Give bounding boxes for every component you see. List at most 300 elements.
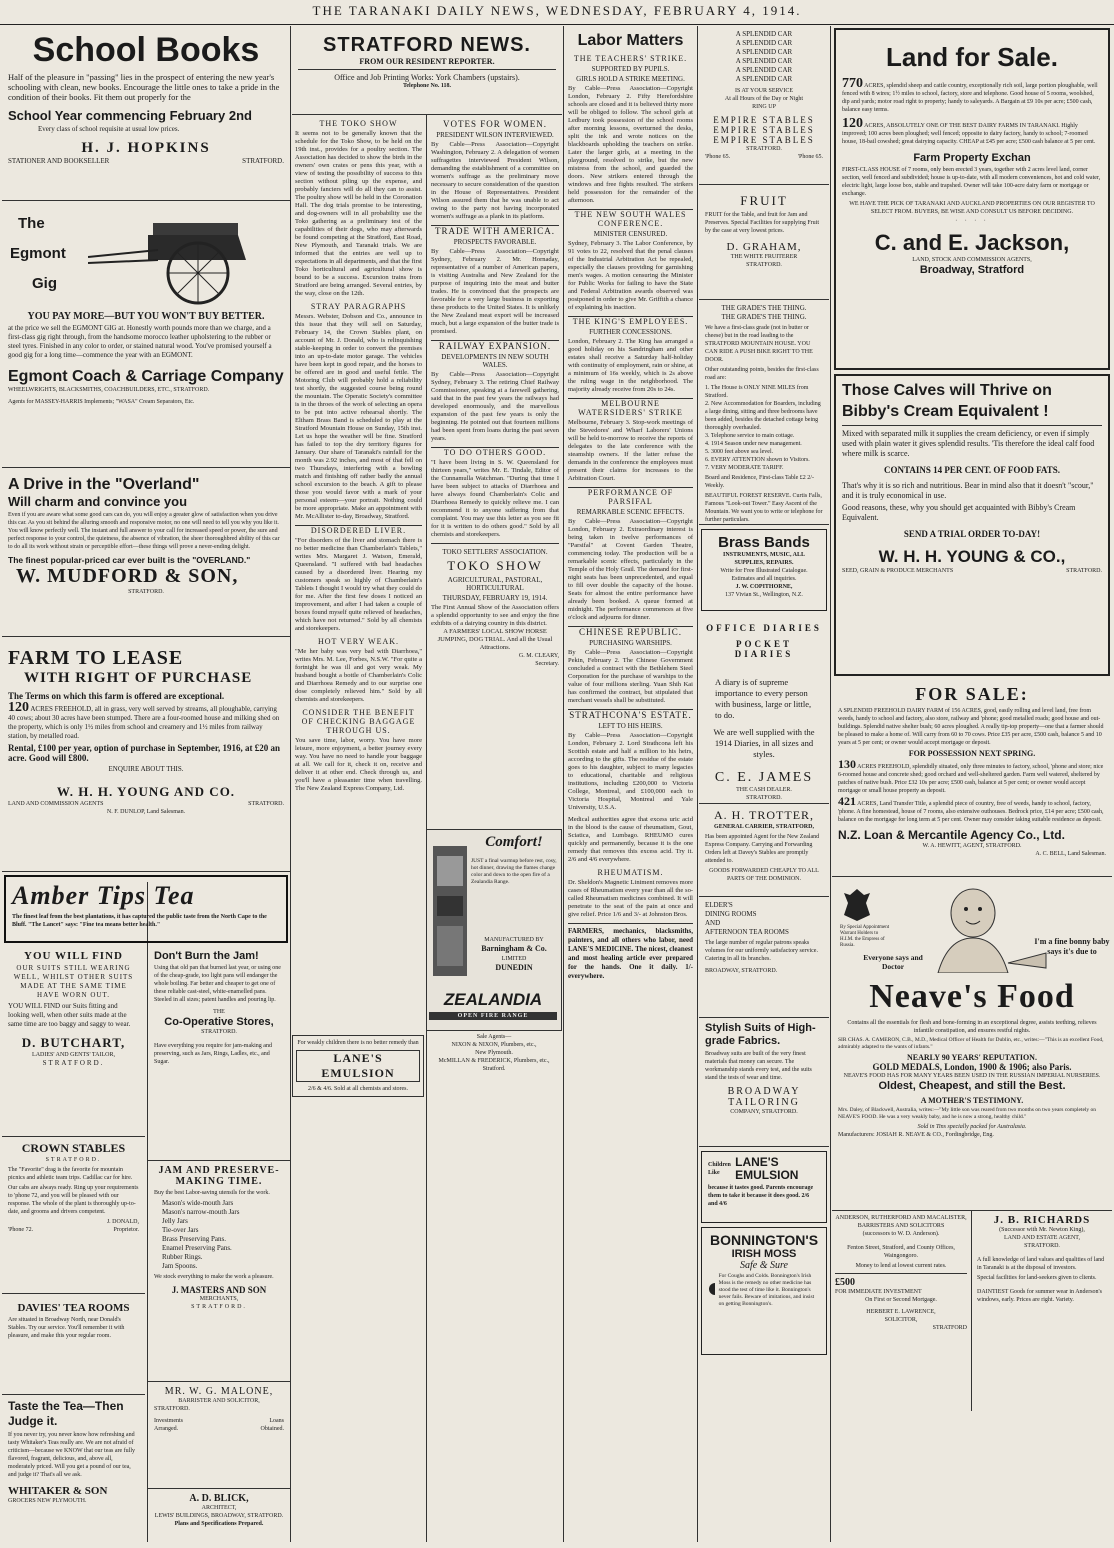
liver-head: DISORDERED LIVER.	[295, 525, 422, 535]
blick-plans: Plans and Specifications Prepared.	[174, 1521, 264, 1527]
neave-oldest: Oldest, Cheapest, and still the Best.	[878, 1080, 1066, 1092]
richards-name: J. B. RICHARDS	[993, 1214, 1091, 1226]
diary-body-2: We are well supplied with the 1914 Diaries, in all sizes and styles.	[713, 727, 815, 759]
malone-arranged: Arranged.	[154, 1426, 179, 1432]
neave-quote: SIR CHAS. A. CAMERON, C.B., M.D., Medical Officer of Health for Dublin, etc., writes:—"This is an excellent Food, admirably adapted to the wants of infants."	[838, 1037, 1104, 1050]
lanes-sub-2: because it tastes good. Parents encourage them to take it because it does good. 2/6 and 4/6	[708, 1185, 814, 1207]
column-2	[292, 26, 562, 1542]
jam2-item: Tie-over Jars	[162, 1226, 199, 1234]
lanes-title: LANE'S EMULSION	[296, 1050, 420, 1082]
bonnington-ad	[701, 1227, 827, 1355]
toko2-body: The First Annual Show of the Association offers a splendid opportunity to see and enjoy the fine exhibits of a dairying country in this district.	[431, 604, 559, 627]
richards-special: Special facilities for land-seekers given to clients.	[977, 1275, 1097, 1281]
school-books-ad	[2, 26, 290, 201]
anderson-line: ANDERSON, RUTHERFORD AND MACALISTER,	[835, 1215, 967, 1221]
butchart-name: D. BUTCHART,	[21, 1035, 126, 1050]
young-name: W. H. H. YOUNG & CO.,	[878, 547, 1066, 566]
farm-enquire: ENQUIRE ABOUT THIS.	[108, 765, 184, 773]
brass-title: Brass Bands	[718, 534, 810, 551]
column-1a	[2, 946, 145, 1542]
shamrock-icon	[708, 1271, 715, 1311]
rail-sub: DEVELOPMENTS IN NEW SOUTH WALES.	[441, 353, 549, 369]
jam2-item: Rubber Rings.	[162, 1253, 203, 1261]
grades-item: 3. Telephone service to main cottage.	[705, 433, 795, 439]
stratford-news-title: STRATFORD NEWS.	[323, 34, 531, 56]
grades-item: 4. 1914 Season under new management.	[705, 441, 802, 447]
elder-dining-ad	[699, 897, 829, 1018]
crown-sig: J. DONALD,	[106, 1219, 139, 1225]
crown-stables-ad	[2, 1137, 145, 1294]
calves-body-2: That's why it is so rich and nutritious. Bear in mind also that it doesn't "scour," and it is truly economical in use.	[842, 481, 1094, 500]
car-line: A SPLENDID CAR	[735, 30, 793, 38]
do-good-head: TO DO OTHERS GOOD.	[431, 447, 559, 457]
grades-other: Other outstanding points, besides the first-class road are:	[705, 367, 819, 381]
davies-tea-ad	[2, 1294, 145, 1395]
lanes-sold: 2/6 & 4/6. Sold at all chemists and stores.	[308, 1086, 408, 1092]
column-1b	[148, 946, 290, 1542]
rheumatism-head: RHEUMATISM.	[597, 868, 664, 877]
grades-line: THE GRADE'S THE THING.	[721, 304, 807, 312]
hopkins-town: STRATFORD.	[242, 157, 284, 165]
young-sub: SEED, GRAIN & PRODUCE MERCHANTS	[842, 568, 954, 574]
grades-board: Board and Residence, First-class Table £2 2/- Weekly.	[705, 475, 814, 489]
zealandia-sub: OPEN FIRE RANGE	[429, 1012, 557, 1020]
farm-lease-ad	[2, 637, 290, 872]
strike-body: By Cable—Press Association—Copyright London, February 2. Fifty Herefordshire schools are closed and it is believed thirty more will be obliged to follow. The school girls at Ledbury took possession of the school rooms after morning lessons, overturned the desks, split the ink and wrote notices on the blackboards upholding the teachers on strike. Later the larger girls, at a meeting in the playground, resolved to strike, but the new mistress from the school, and guarded the doors. New strikers entered through the windows and free fights resulted. The strikers held possession for the remainder of the afternoon.	[568, 85, 693, 204]
farm-title-1: FARM TO LEASE	[8, 647, 184, 669]
stratford-office: Office and Job Printing Works: York Chambers (upstairs).	[334, 73, 520, 82]
malone-ad	[148, 1382, 290, 1489]
school-books-title: School Books	[32, 31, 260, 69]
jam2-item: Mason's narrow-mouth Jars	[162, 1208, 240, 1216]
malone-name: MR. W. G. MALONE,	[164, 1386, 274, 1397]
overland-ad	[2, 468, 290, 637]
butchart-sub: LADIES' AND GENTS' TAILOR,	[32, 1052, 115, 1058]
invest-500: £500	[835, 1277, 855, 1288]
toko-show-body: It seems not to be generally known that the schedule for the Toko Show, to be held on the 19th inst., provides for a poultry section. The Association has decided to show the birds in the owners' own crates or pens this year, with a view of testing the possibility of success to this section without piling up the expense, and probably fanciers will do all they can to assist. The poultry show will be held in the Coronation Hall. The dog trials promise to be interesting, and dog-owners will in all probability use the Toko gathering as a preliminary test of the capabilities of their dogs, who may afterwards be found competing at the Stratford, East Road, New Plymouth, and Taranaki trials. We are informed that the entries are well up to expectations in all departments, and that the first Toko horticultural and agricultural show is bound to be a success. Excursion trains from Stratford are being arranged. Several entries, by the way, close on the 12th.	[295, 130, 422, 297]
jackson-name: C. and E. Jackson,	[874, 230, 1070, 255]
china-head: CHINESE REPUBLIC.	[568, 626, 693, 637]
column-4	[699, 26, 829, 1542]
find-title: YOU WILL FIND	[24, 950, 123, 962]
malone-town: STRATFORD.	[154, 1406, 190, 1412]
for-sale-possession: FOR POSSESSION NEXT SPRING.	[908, 749, 1036, 758]
crown-town: STRATFORD.	[45, 1157, 102, 1163]
blick-sub: ARCHITECT,	[201, 1505, 237, 1511]
comfort-town: DUNEDIN	[495, 963, 533, 972]
sale-agents	[428, 1033, 560, 1073]
invest-name: HERBERT E. LAWRENCE,	[866, 1309, 936, 1315]
car-line: A SPLENDID CAR	[735, 39, 793, 47]
sale-np: New Plymouth.	[475, 1050, 513, 1056]
ring-up: RING UP	[752, 104, 776, 110]
rail-head: RAILWAY EXPANSION.	[431, 340, 559, 351]
grades-item: 7. VERY MODERATE TARIFF.	[705, 465, 784, 471]
anderson-money: Money to lend at lowest current rates.	[855, 1263, 947, 1269]
brass-body: Write for Free Illustrated Catalogue. Estimates and all inquiries.	[720, 568, 808, 582]
stratford-tel: Telephone No. 118.	[402, 83, 452, 89]
whitaker-ad	[2, 1395, 145, 1542]
car-line: A SPLENDID CAR	[735, 57, 793, 65]
elder-line: AND	[705, 919, 721, 927]
car-line: A SPLENDID CAR	[735, 66, 793, 74]
richards-body: A full knowledge of land values and qualities of land in Taranaki is at the disposal of investors.	[977, 1257, 1105, 1271]
strathcona-body: By Cable—Press Association—Copyright London, February 2. Lord Strathcona left his Scottish estate and half a million to his heirs, according to the gifts. The residue of the estate goes to his daughter, subject to many legacies to educational, charitable and religious institutions, including £200,000 to Victoria College, Montreal, and £100,000 each to Victoria Hospital, Montreal and Yale University, U.S.A.	[568, 732, 693, 811]
calves-title: Those Calves will Thrive on Bibby's Cream Equivalent !	[842, 382, 1052, 420]
lanes-emulsion-ad	[292, 1035, 424, 1097]
farm-dunlop: N. F. DUNLOP, Land Salesman.	[106, 809, 186, 815]
service-line-2: At all Hours of the Day or Night	[724, 96, 804, 102]
coop-body: Have everything you require for jam-making and preserving, such as Jars, Rings, Ladles, etc., and Sugar.	[154, 1043, 272, 1065]
empire-stables-ad	[699, 26, 829, 185]
amber-tips-sub: The finest leaf from the best plantations, it has captured the public taste from the North Cape to the Bluff. "The Lancet" says: "Fine tea means better health."	[12, 914, 267, 928]
masters-town: STRATFORD.	[191, 1304, 247, 1310]
bonn-title: BONNINGTON'S	[709, 1232, 819, 1248]
votes-body: By Cable—Press Association—Copyright Washington, February 2. A delegation of women suffragettes interviewed President Wilson, demanding the establishment of a committee on women's suffrage as the preliminary move necessary to secure consideration of the question in the House of Representatives. President Wilson assured them that he was unable to act owing to the party not having incorporated women's suffrage as a plank in its platform.	[431, 141, 559, 220]
office-diaries: OFFICE DIARIES	[706, 623, 822, 633]
rheumatism-body: Dr. Sheldon's Magnetic Liniment removes more cases of Rheumatism every year than all the so-called Rheumatism medicines combined. It will penetrate to the seat of the pain at once and give relief. Price 1/6 and 3/- at Johnston Bros.	[568, 879, 694, 918]
james-town: STRATFORD.	[746, 795, 782, 801]
malone-investments: Investments	[154, 1418, 183, 1424]
neave-title: Neave's Food	[869, 978, 1075, 1015]
egmont-gig-ad	[2, 201, 290, 468]
nsw-sub: MINISTER CENSURED.	[593, 230, 668, 238]
jam2-item: Mason's wide-mouth Jars	[162, 1199, 234, 1207]
zealandia-ad	[426, 829, 562, 1031]
comfort-title: Comfort!	[485, 834, 543, 850]
anderson-ad	[832, 1211, 970, 1335]
graham-town: STRATFORD.	[746, 262, 782, 268]
trotter-name: A. H. TROTTER,	[713, 808, 815, 822]
toko2-head: TOKO SETTLERS' ASSOCIATION.	[442, 548, 548, 556]
overland-sub: Will charm and convince you	[8, 494, 188, 509]
blick-addr: LEWIS' BUILDINGS, BROADWAY, STRATFORD.	[154, 1513, 284, 1519]
crown-body: The "Favorite" drag is the favorite for mountain picnics and athletic team trips. Cadillac car for hire.	[8, 1167, 133, 1181]
children-like: Children Like	[708, 1162, 731, 1176]
neave-baby: I'm a fine bonny baby says it's due to	[1034, 937, 1110, 956]
neave-many: NEAVE'S FOOD HAS FOR MANY YEARS BEEN USED IN THE RUSSIAN IMPERIAL NURSERIES.	[843, 1073, 1101, 1079]
trotter-ad	[699, 804, 829, 897]
for-sale-130: 130	[838, 757, 856, 771]
coop-name: Co-Operative Stores,	[164, 1016, 274, 1028]
neave-maker: Manufacturers: JOSIAH R. NEAVE & CO., Fordingbridge, Eng.	[838, 1132, 994, 1138]
coach-sub: WHEELWRIGHTS, BLACKSMITHS, COACHBUILDERS, ETC., STRATFORD.	[8, 387, 210, 393]
anderson-line: BARRISTERS AND SOLICITORS	[857, 1223, 945, 1229]
crown-body-2: Our cabs are always ready. Ring up your requirements to 'phone 72, and you will be pleased with our response. The whole of the plant is thoroughly up-to-date, and grooms and drivers competent.	[8, 1185, 139, 1215]
grades-item: 1. The House is ONLY NINE MILES from Stratford.	[705, 385, 809, 399]
malone-loans: Loans	[269, 1418, 284, 1424]
grades-body: We have a first-class grade (not in butter or cheese) but in the road leading to the STRATFORD MOUNTAIN HOUSE. YOU CAN RIDE A PUSH BIKE RIGHT TO THE DOOR.	[705, 325, 813, 363]
elder-body: The large number of regular patrons speaks volumes for our uniformly satisfactory service. Catering in all its branches.	[705, 940, 818, 962]
hopkins-name: H. J. HOPKINS	[81, 140, 211, 156]
bibby-ad	[834, 374, 1110, 676]
jam2-title: JAM AND PRESERVE-MAKING TIME.	[158, 1165, 280, 1187]
farm-young-town: STRATFORD.	[248, 801, 284, 807]
comfort-body: JUST a final warmup before rest, cosy, hot dinner, drawing the flames change color and down to the open fire of a Zealandia Range.	[471, 858, 557, 885]
calves-body: Mixed with separated milk it supplies the cream deficiency, or even if simply used with plain water it gives splendid results. 'Tis therefore the ideal calf food where milk is scarce.	[842, 429, 1095, 458]
strike-sub-2: GIRLS HOLD A STRIKE MEETING.	[576, 75, 685, 83]
for-sale-421: 421	[838, 794, 856, 808]
overland-body: Even if you are aware what some good cars can do, you will enjoy a greater glow of satisfaction when you drive this car. As you sit behind the alluring smooth and responsive motor, no one will need to tell you why you like it. You will know perfectly well. The instant and full answer to your call for increased speed or power, the sure and perfect response to your control, the quietness, the absence of vibration, the sheer thoroughbred ability of this car to do all its work without strain or perceptible effort—these things will prove a never-ending delight.	[8, 512, 280, 550]
farm-young-sub: LAND AND COMMISSION AGENTS	[8, 801, 104, 807]
neave-sold: Sold in Tins specially packed for Australasia.	[917, 1124, 1027, 1130]
toko2-title: TOKO SHOW	[447, 558, 543, 573]
trade-sub: PROSPECTS FAVORABLE.	[453, 238, 537, 246]
king-head: THE KING'S EMPLOYEES.	[568, 316, 693, 326]
hopkins-sub: STATIONER AND BOOKSELLER	[8, 157, 110, 165]
overland-finest: The finest popular-priced car ever built is the "OVERLAND."	[8, 555, 251, 565]
taste-title: Taste the Tea—Then Judge it.	[8, 1399, 124, 1428]
butchart-town: STRATFORD.	[42, 1059, 105, 1067]
column-1	[2, 26, 290, 1542]
richards-ad	[974, 1211, 1110, 1309]
richards-town: STRATFORD.	[1024, 1243, 1060, 1249]
taste-body: If you never try, you never know how refreshing and tasty Whitaker's Teas really are. We are not afraid of criticism—because we KNOW that our teas are fully flavored, fragrant, delicious, and, above all, moderately priced. Will you get a pound of our tea, and judge it? That's all we ask.	[8, 1432, 136, 1478]
dainty: DAINTIEST Goods for summer wear in Anderson's windows, early. Prices are right. Variety.	[977, 1289, 1102, 1303]
land-for-sale-ad: Land for Sale. 770 ACRES, splendid sheep and cattle country, exceptionally rich soil, large portion ploughable, well fenced with 8 wires; 1½ miles to school, factory, store and telephone. Good house of 5 rooms, woolshed, dip and yards; motor road right to property; handy to saleyards. A Bargain at £9 10s per acre; £500 cash, balance easy terms. 120 ACRES, ABSOLUTELY ONE OF THE BEST DAIRY FARMS IN TARANAKI. Highly improved; 100 acres been ploughed; well fenced; opposite to dairy factory, handy to school; 7-roomed house, 18-bail cowshed; great dairying capacity. CHEAP at £45 per acre; £500 cash balance at 5 per cent. Farm Property Exchan FIRST-CLASS HOUSE of 7 rooms, only been erected 3 years, together with 2 acres level land, corner section, well fenced and subdivided; house is up-to-date, with all modern conveniences, hot and cold water, electric light, large loose box, stable and trapshed. Owner will take 100-acre dairy farm or mortgage or exchange. WE HAVE THE PICK OF TARANAKI AND AUCKLAND PROPERTIES ON OUR REGISTER TO SELECT FROM. BUYERS, BE WISE AND CONSULT US BEFORE DECIDING. · · · · C. and E. Jackson, LAND, STOCK AND COMMISSION AGENTS, Broadway, Stratford	[834, 28, 1110, 370]
grades-item: 5. 3000 feet above sea level.	[705, 449, 774, 455]
car-line: A SPLENDID CAR	[735, 48, 793, 56]
strike-head: THE TEACHERS' STRIKE.	[573, 54, 688, 63]
china-sub: PURCHASING WARSHIPS.	[589, 639, 672, 647]
diaries-ad	[699, 615, 829, 804]
parsifal-body: By Cable—Press Association—Copyright London, February 2. Extraordinary interest is being taken in twelve performances of "Parsifal" at Covent Garden Theatre, commencing today. The production will be a remarkable scenic effects, particularly in the Temple of the Holy Grail. The demand for first-night seats has been unprecedented, and equal to fill over double the capacity of the house. Seats for almost the entire performance have already been booked. A queue formed at midnight. The performance commences at five o'clock and adjourns for dinner.	[568, 518, 693, 621]
whitaker-name: WHITAKER & SON	[8, 1485, 108, 1497]
jam-the: THE	[213, 1009, 225, 1015]
elder-addr: BROADWAY, STRATFORD.	[705, 968, 778, 974]
neave-royal: By Special Appointment Warrant Holders to H.I.M. the Empress of Russia.	[840, 925, 890, 948]
jackson-sub: LAND, STOCK AND COMMISSION AGENTS,	[912, 257, 1032, 263]
neave-90: NEARLY 90 YEARS' REPUTATION.	[907, 1053, 1037, 1062]
stylish-body: Broadway suits are built of the very finest materials that money can secure. The workmanship stands every test, and the suits stand the tests of wear and time.	[705, 1051, 812, 1081]
james-name: C. E. JAMES	[714, 770, 814, 785]
malone-obtained: Obtained.	[260, 1426, 284, 1432]
stratford-news-sub: FROM OUR RESIDENT REPORTER.	[359, 57, 495, 66]
votes-sub: PRESIDENT WILSON INTERVIEWED.	[436, 131, 554, 139]
melb-body: Melbourne, February 3. Stop-work meetings of the Stevedores' and Wharf Laborers' Unions will be held to-morrow to receive the reports of delegates to the late conference with the steamship owners. If the latter refuse the demands in the conference the employees must present their claims for increases to the Arbitration Court.	[568, 419, 693, 482]
land-title: Land for Sale.	[886, 42, 1058, 72]
jam2-list	[162, 1199, 284, 1271]
fruit-ad	[699, 185, 829, 300]
calves-14: CONTAINS 14 PER CENT. OF FOOD FATS.	[883, 465, 1060, 475]
elder-line: ELDER'S	[705, 901, 733, 909]
column-3	[565, 26, 696, 1542]
for-sale-421-body: ACRES, Land Transfer Title, a splendid piece of country, free of weeds, handy to school, factory, 'phone. A fine homestead, house of 7 rooms, also extensive outhouses. Bedrock price, £14 per acre; £500 cash, balance on the mortgage for long term at 5 per cent. Owner may consider taking suitable residence as deposit.	[838, 801, 1104, 823]
blick-ad	[148, 1489, 290, 1542]
farm-title-2: WITH RIGHT OF PURCHASE	[24, 670, 253, 686]
empire-town: STRATFORD.	[746, 146, 782, 152]
nz-loan-bell: A. C. BELL, Land Salesman.	[1035, 851, 1106, 857]
broadway-sub: COMPANY, STRATFORD.	[730, 1109, 798, 1115]
school-year-line: School Year commencing February 2nd	[8, 108, 252, 123]
hot-body: "Me her baby was very bad with Diarrhoea," writes Mrs. M. Lee, Forbes, N.S.W. "For quite a fortnight he was ill and got very weak. My husband bought a bottle of Chamberlain's Colic and Diarrhoea Remedy and to our surprise one dose completely relieved him." Sold by all chemists and storekeepers.	[295, 648, 422, 703]
toko2-sec: Secretary.	[535, 661, 559, 667]
zealandia-title: ZEALANDIA	[443, 990, 543, 1009]
neave-mother-body: Mrs. Daley, of Blackwell, Australia, writes:—"My little son was reared from two months on two years completely on NEAVE'S FOOD. He was a very weakly baby, and he is now a strong, healthy child."	[838, 1107, 1097, 1120]
crown-title: CROWN STABLES	[21, 1141, 126, 1155]
for-sale-body: A SPLENDID FREEHOLD DAIRY FARM of 156 ACRES, good, easily rolling and level land, free from weeds, handy to school and factory, also store, railway and 'phone; good metalled roads; good house and out-buildings. Splendid native shelter bush; 60 acres ploughed. A really tip-top property—one that a farmer should be pleased to make a home of. Will carry from 60 to 70 cows. Price £35 per acre, £500 cash, balance 5 and 10 years at 5 per cent; or owner would accept mortgage or deposit.	[838, 708, 1104, 746]
column-5	[832, 26, 1112, 1542]
farm-body: ACRES FREEHOLD, all in grass, very well served by streams, all ploughable, carrying 40 cows; about 30 acres have been stumped. There are a four-roomed house and milking shed on the property, which is only 1½ miles from school and creamery and 1½ miles from railway station, by metalled road.	[8, 705, 280, 740]
land-120: 120	[842, 116, 863, 131]
amber-tips-title: Amber Tips Tea	[12, 881, 195, 910]
gig-carriage-illustration	[88, 205, 288, 305]
stratford-news-col-a	[292, 115, 425, 1542]
stray-head: STRAY PARAGRAPHS	[310, 302, 407, 311]
brass-name: J. W. COPITHORNE,	[735, 584, 793, 590]
king-sub: FURTHER CONCESSIONS.	[589, 328, 672, 336]
baggage-body: You save time, labor, worry. You have more leisure, more enjoyment, a better journey every way. You have no need to handle your baggage at all. We call for it, check it on, receive and deliver it at other end. Check through us, and you'll have a pleasanter time when travelling. The New Zealand Express Company, Ltd.	[295, 737, 422, 792]
coop-jam-ad	[148, 946, 290, 1161]
anderson-line: (successors to W. D. Anderson).	[862, 1231, 940, 1237]
gig-body: at the price we sell the EGMONT GIG at. Honestly worth pounds more than we charge, and a first-class gig right through, from the handsome morocco leather upholstering to the rubber or steel tyres. Finished in any color to order, or stained natural wood. You've promised yourself a good gig for a long time—commence the year with an EGMONT.	[8, 324, 272, 359]
masters-sub: MERCHANTS,	[199, 1296, 239, 1302]
coach-company: Egmont Coach & Carriage Company	[8, 368, 284, 385]
lanes-note: For weakly children there is no better remedy than	[297, 1040, 419, 1046]
bonn-safe: Safe & Sure	[740, 1260, 788, 1271]
richards-lines: LAND AND ESTATE AGENT,	[1003, 1235, 1081, 1241]
for-sale-130-body: ACRES FREEHOLD, splendidly situated, only three minutes to factory, school, 'phone and store; nice 6-roomed house and concrete shed; good orchard and well-sheltered garden. Farm well watered, sheltered by patches of native bush. Price £32 10s per acre; £500 cash, balance at 5 per cent; or owner would accept mortgage or small house property as deposit.	[838, 764, 1104, 794]
richards-sub: (Successor with Mr. Newton King),	[999, 1227, 1085, 1233]
stratford-news-header	[292, 26, 562, 115]
range-illustration	[431, 836, 469, 986]
butchart-ad	[2, 946, 145, 1137]
brass-addr: 137 Vivian St., Wellington, N.Z.	[725, 592, 803, 598]
bonn-sub: IRISH MOSS	[731, 1248, 797, 1260]
invest-sol: SOLICITOR,	[884, 1317, 918, 1323]
trotter-sub: GENERAL CARRIER, STRATFORD,	[714, 824, 814, 830]
land-120-body: ACRES, ABSOLUTELY ONE OF THE BEST DAIRY FARMS IN TARANAKI. Highly improved; 100 acres been ploughed; well fenced; opposite to dairy factory, handy to school; 7-roomed house, 18-bail cowshed; great dairying capacity. CHEAP at £45 per acre; £500 cash balance at 5 per cent.	[842, 123, 1096, 145]
blick-name: A. D. BLICK,	[189, 1493, 249, 1504]
sale-nixon: NIXON & NIXON, Plumbers, etc.,	[451, 1042, 537, 1048]
bottom-ads	[832, 1211, 1112, 1411]
empire-line: EMPIRE STABLES	[713, 135, 815, 145]
graham-name: D. GRAHAM,	[726, 241, 802, 253]
broadway-name: BROADWAY TAILORING	[727, 1086, 801, 1108]
sale-agents-label: Sale Agents—	[476, 1034, 512, 1040]
strike-sub: SUPPORTED BY PUPILS.	[591, 65, 670, 73]
toko2-date: THURSDAY, FEBRUARY 19, 1914.	[442, 594, 548, 602]
broadway-tailoring-ad	[699, 1018, 829, 1147]
nz-loan-sub: W. A. HEWITT, AGENT, STRATFORD.	[922, 843, 1022, 849]
empire-phone-2: 'Phone 65.	[797, 154, 823, 160]
farm-acres: 120	[8, 700, 29, 715]
mudford-town: STRATFORD.	[128, 589, 164, 595]
neave-gold: GOLD MEDALS, London, 1900 & 1906; also Paris.	[872, 1062, 1072, 1072]
gig-egmont: Egmont	[10, 245, 66, 262]
comfort-maker: Barningham & Co.	[481, 944, 547, 953]
grades-list	[705, 384, 823, 472]
invest-mort: On First or Second Mortgage.	[865, 1297, 937, 1303]
labor-matters-title: Labor Matters	[577, 32, 684, 49]
jam2-item: Jam Spoons.	[162, 1262, 198, 1270]
rail-body: By Cable—Press Association—Copyright Sydney, February 3. The retiring Chief Railway Commissioner, speaking at a farewell gathering, said that in the past few years the railways had developed enormously, and the marvellous expansion of the past few years is only the beginning. He pointed out that fourteen millions had been spent from loans during the past seven years.	[431, 371, 559, 442]
find-body-2: YOU WILL FIND our Suits fitting and looking well, when other suits made at the same time are too baggy and saggy to wear.	[8, 1002, 131, 1028]
invest-body: FOR IMMEDIATE INVESTMENT	[835, 1289, 922, 1295]
comfort-ltd: LIMITED	[501, 956, 527, 962]
melb-head: MELBOURNE WATERSIDERS' STRIKE	[568, 398, 693, 417]
farm-terms: The Terms on which this farm is offered are exceptional.	[8, 691, 225, 701]
farm-rental: Rental, £100 per year, option of purchase in September, 1916, at £20 an acre. Good will £800.	[8, 743, 281, 763]
lanes-title-2: LANE'S EMULSION	[735, 1155, 799, 1182]
jam2-item: Jelly Jars	[162, 1217, 188, 1225]
masthead: THE TARANAKI DAILY NEWS, WEDNESDAY, FEBRUARY 4, 1914.	[0, 0, 1114, 25]
imperial-crest-icon	[842, 887, 872, 923]
coop-town: STRATFORD.	[201, 1029, 237, 1035]
gig-the: The	[18, 215, 45, 232]
jam-title: Don't Burn the Jam!	[154, 950, 259, 962]
for-sale-ad	[832, 680, 1112, 877]
toko2-body-2: A FARMERS' LOCAL SHOW HORSE JUMPING, DOG TRIAL. And all the Usual Attractions.	[437, 628, 553, 651]
baggage-head: CONSIDER THE BENEFIT OF CHECKING BAGGAGE THROUGH US.	[301, 708, 416, 735]
strathcona-sub: LEFT TO HIS HEIRS.	[598, 722, 663, 730]
comfort-made: MANUFACTURED BY	[484, 937, 544, 943]
grades-item: 6. EVERY ATTENTION shown to Visitors.	[705, 457, 810, 463]
sale-mcm: McMILLAN & FREDERICK, Plumbers, etc., Stratford.	[438, 1058, 550, 1072]
grades-item: 2. New Accommodation for Boarders, including a large dining, sitting and three bedrooms have been added, besides the detached cottage being thoroughly overhauled.	[705, 401, 821, 431]
davies-title: DAVIES' TEA ROOMS	[17, 1302, 130, 1314]
empire-line: EMPIRE STABLES	[713, 125, 815, 135]
crown-prop: Proprietor.	[113, 1227, 139, 1233]
mudford-name: W. MUDFORD & SON,	[16, 565, 239, 587]
farm-young-co: W. H. H. YOUNG AND CO.	[56, 784, 236, 799]
exchange-body-2: WE HAVE THE PICK OF TARANAKI AND AUCKLAND PROPERTIES ON OUR REGISTER TO SELECT FROM. BUYERS, BE WISE AND CONSULT US BEFORE DECIDING.	[849, 201, 1095, 215]
neave-body: Contains all the essentials for flesh and bone-forming in an exceptional degree, assists teething, relieves infantile constipation, and ensures restful nights.	[847, 1020, 1097, 1034]
trade-head: TRADE WITH AMERICA.	[431, 225, 559, 236]
elder-line: DINING ROOMS	[705, 910, 757, 918]
jam2-stock: We stock everything to make the work a pleasure.	[154, 1274, 274, 1280]
neave-says: Everyone says and Doctor	[863, 953, 923, 971]
diary-body: A diary is of supreme importance to every person with business, large or little, to do.	[715, 677, 812, 720]
grades-beautiful: BEAUTIFUL FOREST RESERVE. Curtis Falls, Famous "Look-out Tower." Easy Ascent of the Mountain. We want you to write or telephone for further particulars.	[705, 493, 823, 523]
land-770: 770	[842, 76, 863, 91]
jackson-addr: Broadway, Stratford	[919, 264, 1025, 276]
car-line: A SPLENDID CAR	[735, 75, 793, 83]
gig-gig: Gig	[32, 275, 57, 292]
jam2-item: Brass Preserving Pans.	[162, 1235, 226, 1243]
malone-sub: BARRISTER AND SOLICITOR,	[178, 1398, 260, 1404]
jam-body: Using that old pan that burned last year, or using one of the cheap-grade, too light pans will endanger the whole boiling. Far better and cheaper to get one of these reliable cast-steel, white-enamelled pans. Steeled in all sizes; patent handles and pouring lip.	[154, 965, 281, 1003]
mountain-house-ad	[699, 300, 829, 525]
whitaker-sub: GROCERS NEW PLYMOUTH.	[8, 1498, 87, 1504]
pocket-diaries: POCKET DIARIES	[734, 639, 794, 659]
graham-sub: THE WHITE FRUITERER	[730, 254, 798, 260]
nz-loan-name: N.Z. Loan & Mercantile Agency Co., Ltd.	[838, 828, 1065, 842]
neave-mother: A MOTHER'S TESTIMONY.	[920, 1096, 1024, 1105]
farmers-ad: FARMERS, mechanics, blacksmiths, painters, and all others who labor, need LANE'S MEDICINE. The nicest, cleanest and most healing article ever prepared for the hands. One it daily. 1/- everywhere.	[568, 923, 693, 981]
lanes-emulsion-ad-2	[701, 1151, 827, 1223]
trotter-goods: GOODS FORWARDED CHEAPLY TO ALL PARTS OF THE DOMINION.	[709, 868, 819, 882]
anderson-addr: Fenton Street, Stratford, and County Offices, Waingongoro.	[847, 1245, 955, 1259]
trotter-body: Has been appointed Agent for the New Zealand Express Company. Carrying and Forwarding Orders left at Davey's Stables are promptly attended to.	[705, 834, 820, 864]
parsifal-sub: REMARKABLE SCENIC EFFECTS.	[576, 508, 685, 516]
toko-settlers-ad	[431, 543, 559, 668]
masters-jam-ad	[148, 1161, 290, 1382]
calves-send: SEND A TRIAL ORDER TO-DAY!	[903, 529, 1041, 539]
calves-body-3: Good reasons, these, why you should get acquainted with Bibby's Cream Equivalent.	[842, 503, 1076, 522]
stylish-title: Stylish Suits of High-grade Fabrics.	[705, 1022, 816, 1047]
find-body: OUR SUITS STILL WEARING WELL, WHILST OTHER SUITS MADE AT THE SAME TIME HAVE WORN OUT.	[13, 964, 134, 999]
amber-tips-ad	[4, 875, 288, 943]
masters-name: J. MASTERS AND SON	[171, 1285, 267, 1295]
bonn-body: For Coughs and Colds. Bonnington's Irish Moss is the remedy no other medicine has stood the test of time like it. Bonnington's never fails. Beware of imitations, and insist on getting Bonnington's.	[718, 1273, 815, 1307]
neaves-food-ad	[832, 877, 1112, 1211]
parsifal-head: PERFORMANCE OF PARSIFAL	[568, 487, 693, 506]
for-sale-title: FOR SALE:	[915, 684, 1029, 704]
medical-body: Medical authorities agree that excess uric acid in the blood is the cause of rheumatism, Gout, Sciatica, and Lumbago. RHEUMO cures quickly and permanently, because it is the one remedy that removes this excess acid. Try it. 2/6 and 4/6 everywhere.	[568, 816, 693, 863]
young-town: STRATFORD.	[1066, 568, 1102, 574]
exchange-body: FIRST-CLASS HOUSE of 7 rooms, only been erected 3 years, together with 2 acres level land, corner section, well fenced and subdivided; house is up-to-date, with all modern conveniences, hot and cold water, electric light, large loose box, stable and trapshed. Owner will take 100-acre dairy farm or mortgage or exchange.	[842, 167, 1101, 197]
